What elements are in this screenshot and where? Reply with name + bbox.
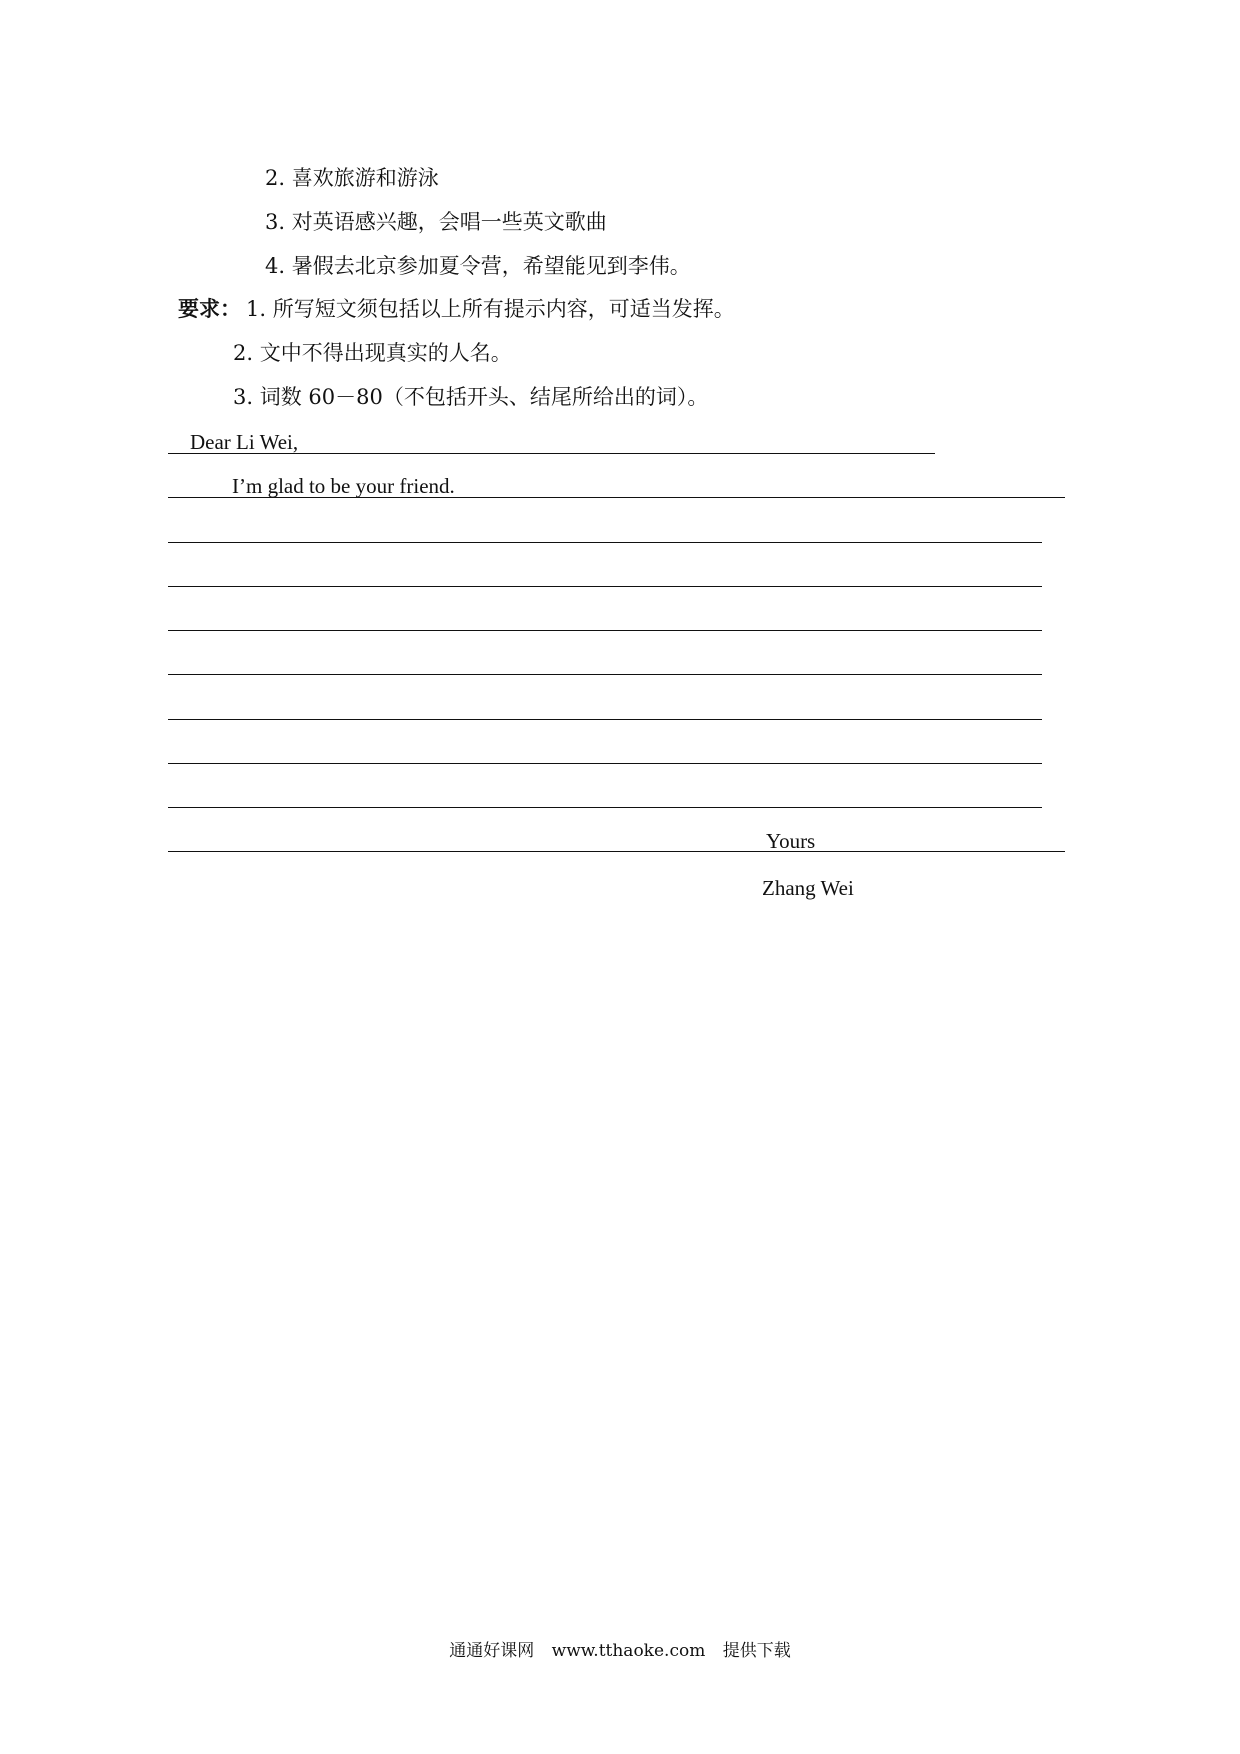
hint-item-4	[265, 253, 691, 279]
letter-closing: Yours	[766, 829, 816, 853]
writing-line[interactable]	[168, 763, 1042, 764]
writing-line[interactable]	[168, 542, 1042, 543]
writing-line[interactable]	[168, 497, 1065, 498]
hint-text: 喜欢旅游和游泳	[291, 166, 439, 190]
requirement-text: 所写短文须包括以上所有提示内容，可适当发挥。	[272, 297, 735, 321]
requirement-item-3	[233, 384, 708, 410]
hint-text: 对英语感兴趣，会唱一些英文歌曲	[291, 210, 607, 234]
requirement-item-1	[246, 296, 735, 322]
writing-line[interactable]	[168, 719, 1042, 720]
writing-line[interactable]	[168, 851, 1065, 852]
requirement-text: 文中不得出现真实的人名。	[259, 341, 512, 365]
hint-text: 暑假去北京参加夏令营，希望能见到李伟。	[291, 254, 691, 278]
writing-line[interactable]	[168, 586, 1042, 587]
letter-opening: I’m glad to be your friend.	[232, 474, 455, 498]
writing-line[interactable]	[168, 674, 1042, 675]
requirement-number: 2.	[233, 341, 254, 365]
requirements-label: 要求：	[178, 296, 241, 321]
letter-signature: Zhang Wei	[762, 876, 854, 900]
requirement-text: 词数 60－80（不包括开头、结尾所给出的词）。	[259, 385, 709, 409]
footer-site-name: 通通好课网	[449, 1641, 535, 1661]
hint-item-2	[265, 165, 439, 191]
hint-number: 4.	[265, 254, 286, 278]
requirement-item-2	[233, 340, 512, 366]
writing-line[interactable]	[168, 807, 1042, 808]
letter-greeting: Dear Li Wei,	[190, 430, 299, 454]
page-footer	[0, 1640, 1240, 1662]
hint-number: 3.	[265, 210, 286, 234]
footer-url: www.tthaoke.com	[551, 1641, 706, 1661]
writing-line[interactable]	[168, 453, 935, 454]
writing-line[interactable]	[168, 630, 1042, 631]
hint-item-3	[265, 209, 607, 235]
requirement-number: 3.	[233, 385, 254, 409]
requirement-number: 1.	[246, 297, 267, 321]
footer-suffix: 提供下载	[722, 1641, 791, 1661]
hint-number: 2.	[265, 166, 286, 190]
